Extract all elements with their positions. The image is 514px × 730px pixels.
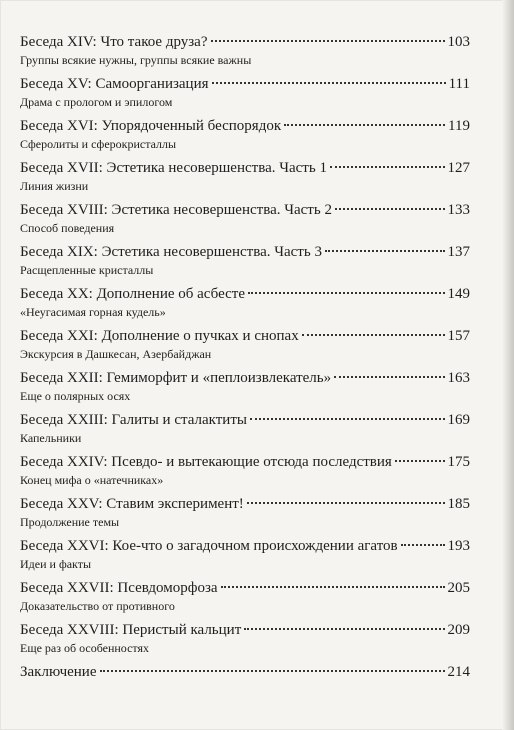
chapter-subtitle: Капельники — [20, 431, 82, 445]
toc-entry — [20, 74, 470, 116]
chapter-title: Беседа XXIV: Псевдо- и вытекающие отсюда последствия — [20, 454, 392, 470]
page-number: 185 — [447, 496, 470, 512]
chapter-title: Беседа XXV: Ставим эксперимент! — [20, 496, 244, 512]
toc-entry — [20, 242, 470, 284]
dot-leader — [212, 82, 446, 84]
page-number: 163 — [447, 370, 470, 386]
chapter-title: Заключение — [20, 664, 97, 680]
chapter-subtitle: Еще о полярных осях — [20, 389, 131, 403]
dot-leader — [325, 250, 445, 252]
chapter-subtitle: Группы всякие нужны, группы всякие важны — [20, 53, 252, 67]
page-number: 175 — [447, 454, 470, 470]
page-number: 205 — [447, 580, 470, 596]
toc-entry — [20, 200, 470, 242]
toc-entry — [20, 410, 470, 452]
toc-entry — [20, 620, 470, 662]
table-of-contents — [20, 32, 470, 704]
page-number: 214 — [447, 664, 470, 680]
toc-entry-conclusion — [20, 662, 470, 704]
dot-leader — [211, 40, 445, 42]
dot-leader — [302, 334, 445, 336]
chapter-title: Беседа XIV: Что такое друза? — [20, 34, 208, 50]
toc-entry — [20, 536, 470, 578]
toc-entry — [20, 116, 470, 158]
chapter-title: Беседа XX: Дополнение об асбесте — [20, 286, 245, 302]
dot-leader — [334, 376, 444, 378]
chapter-title: Беседа XXVII: Псевдоморфоза — [20, 580, 218, 596]
chapter-subtitle: Сферолиты и сферокристаллы — [20, 137, 177, 151]
page-number: 119 — [448, 118, 470, 134]
chapter-subtitle: Доказательство от противного — [20, 599, 175, 613]
chapter-title: Беседа XXVI: Кое-что о загадочном происхождении агатов — [20, 538, 398, 554]
page-number: 149 — [447, 286, 470, 302]
dot-leader — [244, 628, 444, 630]
page-number: 137 — [447, 244, 470, 260]
toc-entry — [20, 284, 470, 326]
chapter-subtitle: Еще раз об особенностях — [20, 641, 150, 655]
chapter-subtitle: Идеи и факты — [20, 557, 92, 571]
toc-entry — [20, 326, 470, 368]
page-number: 209 — [447, 622, 470, 638]
chapter-title: Беседа XXI: Дополнение о пучках и снопах — [20, 328, 299, 344]
chapter-title: Беседа XVIII: Эстетика несовершенства. Часть 2 — [20, 202, 332, 218]
chapter-subtitle: Конец мифа о «натечниках» — [20, 473, 164, 487]
dot-leader — [335, 208, 445, 210]
chapter-title: Беседа XXVIII: Перистый кальцит — [20, 622, 242, 638]
chapter-title: Беседа XV: Самоорганизация — [20, 76, 209, 92]
chapter-subtitle: Экскурсия в Дашкесан, Азербайджан — [20, 347, 212, 361]
page-edge-shadow — [502, 0, 514, 730]
dot-leader — [248, 292, 445, 294]
chapter-title: Беседа XXIII: Галиты и сталактиты — [20, 412, 247, 428]
toc-entry — [20, 578, 470, 620]
dot-leader — [250, 418, 445, 420]
chapter-title: Беседа XVII: Эстетика несовершенства. Часть 1 — [20, 160, 327, 176]
dot-leader — [330, 166, 445, 168]
dot-leader — [221, 586, 445, 588]
dot-leader — [401, 544, 445, 546]
page-number: 157 — [447, 328, 470, 344]
page-number: 111 — [448, 76, 470, 92]
chapter-subtitle: Драма с прологом и эпилогом — [20, 95, 173, 109]
page-number: 103 — [447, 34, 470, 50]
chapter-title: Беседа XVI: Упорядоченный беспорядок — [20, 118, 282, 134]
dot-leader — [395, 460, 445, 462]
toc-entry — [20, 494, 470, 536]
page-number: 169 — [447, 412, 470, 428]
dot-leader — [284, 124, 445, 126]
chapter-title: Беседа XXII: Гемиморфит и «пеплоизвлекатель» — [20, 370, 332, 386]
page-number: 193 — [447, 538, 470, 554]
toc-entry — [20, 452, 470, 494]
dot-leader — [100, 670, 445, 672]
chapter-subtitle: Продолжение темы — [20, 515, 120, 529]
chapter-subtitle: Линия жизни — [20, 179, 89, 193]
page-number: 127 — [447, 160, 470, 176]
chapter-subtitle: Способ поведения — [20, 221, 115, 235]
toc-entry — [20, 158, 470, 200]
chapter-subtitle: «Неугасимая горная кудель» — [20, 305, 166, 319]
dot-leader — [247, 502, 445, 504]
toc-entry — [20, 368, 470, 410]
page-number: 133 — [447, 202, 470, 218]
toc-entry — [20, 32, 470, 74]
chapter-subtitle: Расщепленные кристаллы — [20, 263, 154, 277]
chapter-title: Беседа XIX: Эстетика несовершенства. Часть 3 — [20, 244, 322, 260]
